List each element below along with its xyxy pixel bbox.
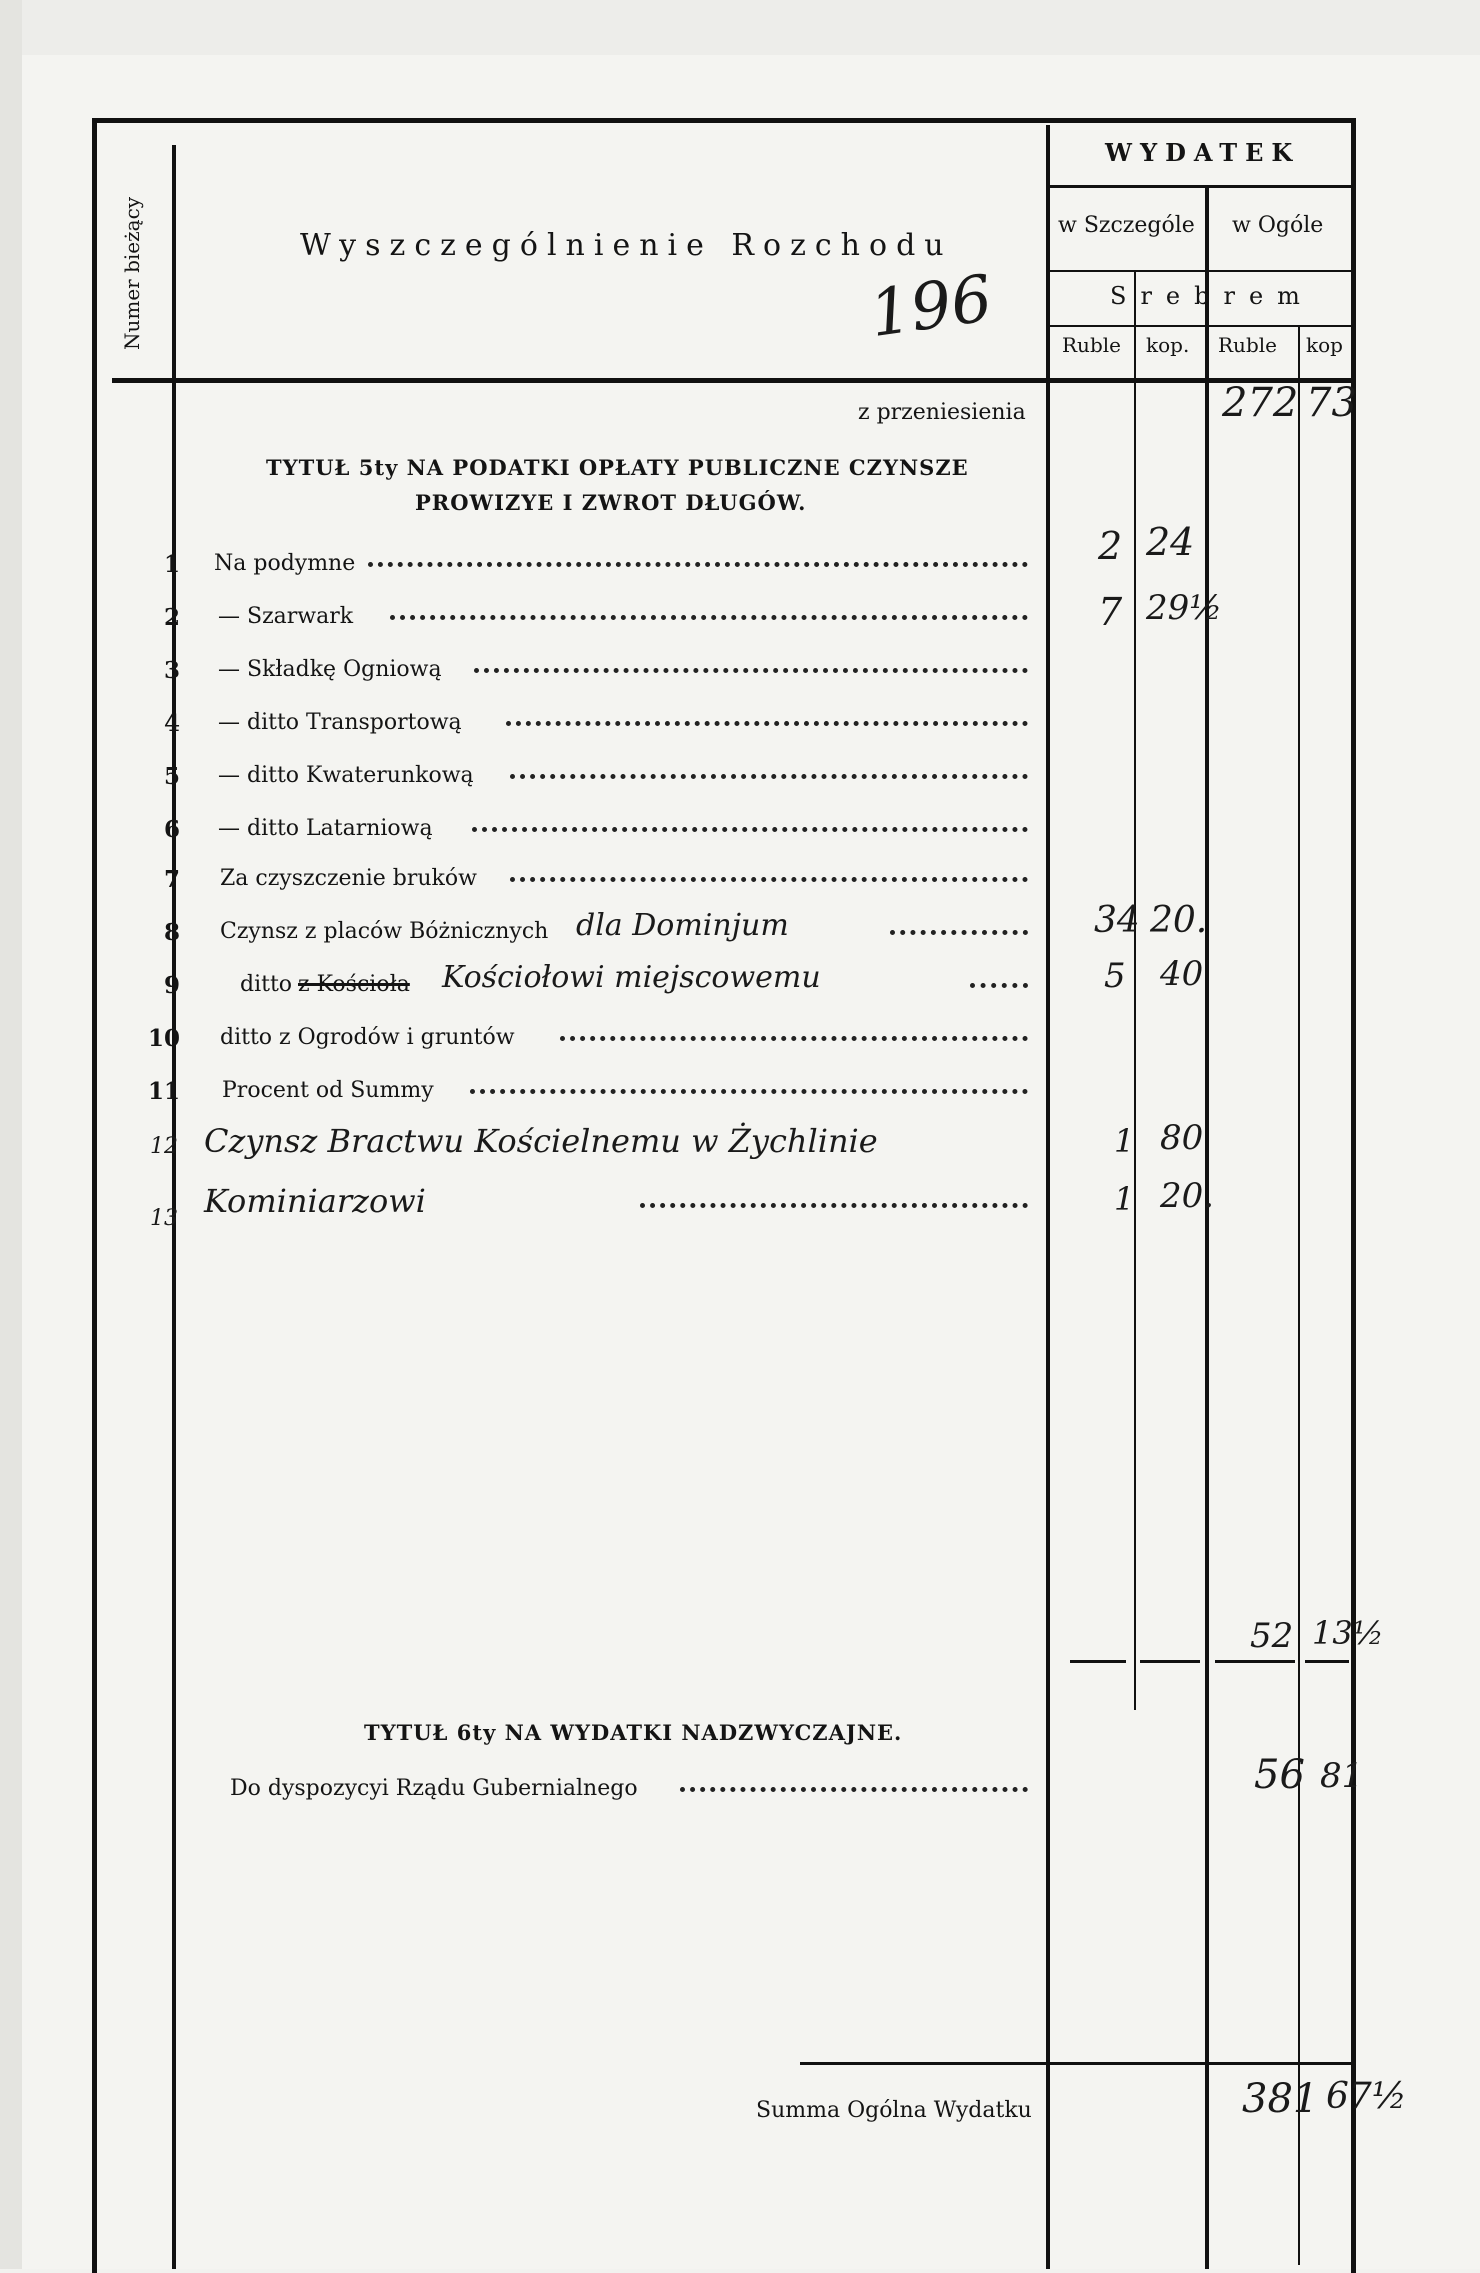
page-number: 196 <box>865 261 997 353</box>
row-label-2: — Szarwark <box>218 604 354 629</box>
ogole-rub-kop-rule <box>1298 325 1300 2265</box>
title6-kop: 81 <box>1320 1756 1364 1796</box>
header-bottom-rule <box>112 378 1356 383</box>
leader-dots <box>890 926 1028 935</box>
title6-row-label: Do dyspozycyi Rządu Gubernialnego <box>230 1776 638 1801</box>
leader-dots <box>510 770 1028 779</box>
szczegole-ogole-rule <box>1205 185 1209 2269</box>
carry-over-kop: 73 <box>1306 380 1357 426</box>
row-hand-12: Czynsz Bractwu Kościelnemu w Żychlinie <box>204 1122 878 1160</box>
row-num-2: 2 <box>163 604 180 631</box>
amount-column-rule <box>1046 125 1050 2269</box>
carry-over-rub: 272 <box>1222 380 1299 426</box>
wydatek-rule <box>1046 185 1356 188</box>
leader-dots <box>640 1199 1028 1208</box>
row-kop-1: 24 <box>1146 520 1195 564</box>
ruble-heading-2: Ruble <box>1218 333 1277 357</box>
row-num-7: 7 <box>163 866 180 893</box>
title5-line2: PROWIZYE I ZWROT DŁUGÓW. <box>415 490 807 515</box>
total-rule <box>800 2062 1356 2065</box>
total-kop: 67½ <box>1326 2076 1407 2117</box>
scan-left-margin <box>0 0 22 2269</box>
row-kop-13: 20. <box>1160 1176 1215 1216</box>
row-struck-9: z Kościoła <box>298 972 410 997</box>
row-num-5: 5 <box>163 763 180 790</box>
row-label-11: Procent od Summy <box>222 1078 434 1103</box>
subtotal-kop: 13½ <box>1312 1614 1384 1652</box>
leader-dots <box>368 558 1028 567</box>
srebrem-rule <box>1046 325 1356 327</box>
szczegole-heading: w Szczególe <box>1058 213 1195 238</box>
row-kop-2: 29½ <box>1146 588 1223 628</box>
row-label-10: ditto z Ogrodów i gruntów <box>220 1025 515 1050</box>
kop-heading-1: kop. <box>1146 333 1190 357</box>
row-label-1: Na podymne <box>214 551 356 576</box>
row-num-11: 11 <box>147 1078 180 1105</box>
row-rub-12: 1 <box>1114 1122 1135 1160</box>
row-rub-8: 34 <box>1094 900 1140 941</box>
title6-heading: TYTUŁ 6ty NA WYDATKI NADZWYCZAJNE. <box>364 1720 903 1745</box>
wydatek-heading: WYDATEK <box>1105 138 1301 167</box>
row-rub-9: 5 <box>1104 956 1126 996</box>
row-label-3: — Składkę Ogniową <box>218 657 442 682</box>
column-head-rule <box>1046 270 1356 272</box>
leader-dots <box>470 1085 1028 1094</box>
row-label-7: Za czyszczenie bruków <box>220 866 477 891</box>
row-label-4: — ditto Transportową <box>218 710 462 735</box>
row-num-1: 1 <box>163 551 180 578</box>
row-label-9: ditto <box>240 972 293 997</box>
row-kop-8: 20. <box>1150 900 1208 941</box>
title6-rub: 56 <box>1254 1752 1305 1798</box>
row-num-6: 6 <box>163 816 180 843</box>
row-label-6: — ditto Latarniową <box>218 816 433 841</box>
row-kop-9: 40 <box>1160 954 1204 994</box>
row-num-8: 8 <box>163 919 180 946</box>
row-num-12: 12 <box>150 1134 178 1159</box>
row-num-10: 10 <box>147 1025 180 1052</box>
ruble-heading-1: Ruble <box>1062 333 1121 357</box>
total-rub: 381 <box>1242 2076 1319 2122</box>
subtotal-rule-1 <box>1070 1660 1126 1663</box>
row-num-3: 3 <box>163 657 180 684</box>
srebrem-heading: Srebrem <box>1110 282 1314 310</box>
row-num-4: 4 <box>163 710 180 737</box>
leader-dots <box>474 664 1028 673</box>
kop-heading-2: kop <box>1306 333 1343 357</box>
subtotal-rule-4 <box>1305 1660 1349 1663</box>
row-num-13: 13 <box>150 1206 178 1231</box>
row-hand-8: dla Dominjum <box>576 908 789 943</box>
subtotal-rule-3 <box>1215 1660 1295 1663</box>
row-rub-2: 7 <box>1098 590 1123 634</box>
leader-dots <box>680 1783 1028 1792</box>
row-num-9: 9 <box>163 972 180 999</box>
row-label-8: Czynsz z placów Bóżnicznych <box>220 919 549 944</box>
subtotal-rub: 52 <box>1250 1616 1294 1656</box>
scan-top-margin <box>0 0 1480 55</box>
leader-dots <box>510 873 1028 882</box>
row-hand-13: Kominiarzowi <box>204 1182 426 1220</box>
leader-dots <box>472 823 1028 832</box>
page-title: Wyszczególnienie Rozchodu <box>300 228 953 263</box>
row-hand-9: Kościołowi miejscowemu <box>442 960 821 995</box>
row-label-5: — ditto Kwaterunkową <box>218 763 474 788</box>
leader-dots <box>390 611 1028 620</box>
ogole-heading: w Ogóle <box>1232 213 1324 238</box>
column-number-heading: Numer bieżący <box>120 196 144 350</box>
row-kop-12: 80 <box>1160 1118 1204 1158</box>
leader-dots <box>506 717 1028 726</box>
carry-over-label: z przeniesienia <box>858 400 1026 425</box>
leader-dots <box>970 979 1028 988</box>
row-rub-1: 2 <box>1098 524 1123 568</box>
total-label: Summa Ogólna Wydatku <box>756 2098 1032 2123</box>
subtotal-rule-2 <box>1140 1660 1200 1663</box>
szczegole-rub-kop-rule <box>1134 270 1136 1710</box>
title5-line1: TYTUŁ 5ty NA PODATKI OPŁATY PUBLICZNE CZYNSZE <box>266 455 969 480</box>
leader-dots <box>560 1032 1028 1041</box>
row-rub-13: 1 <box>1114 1180 1135 1218</box>
